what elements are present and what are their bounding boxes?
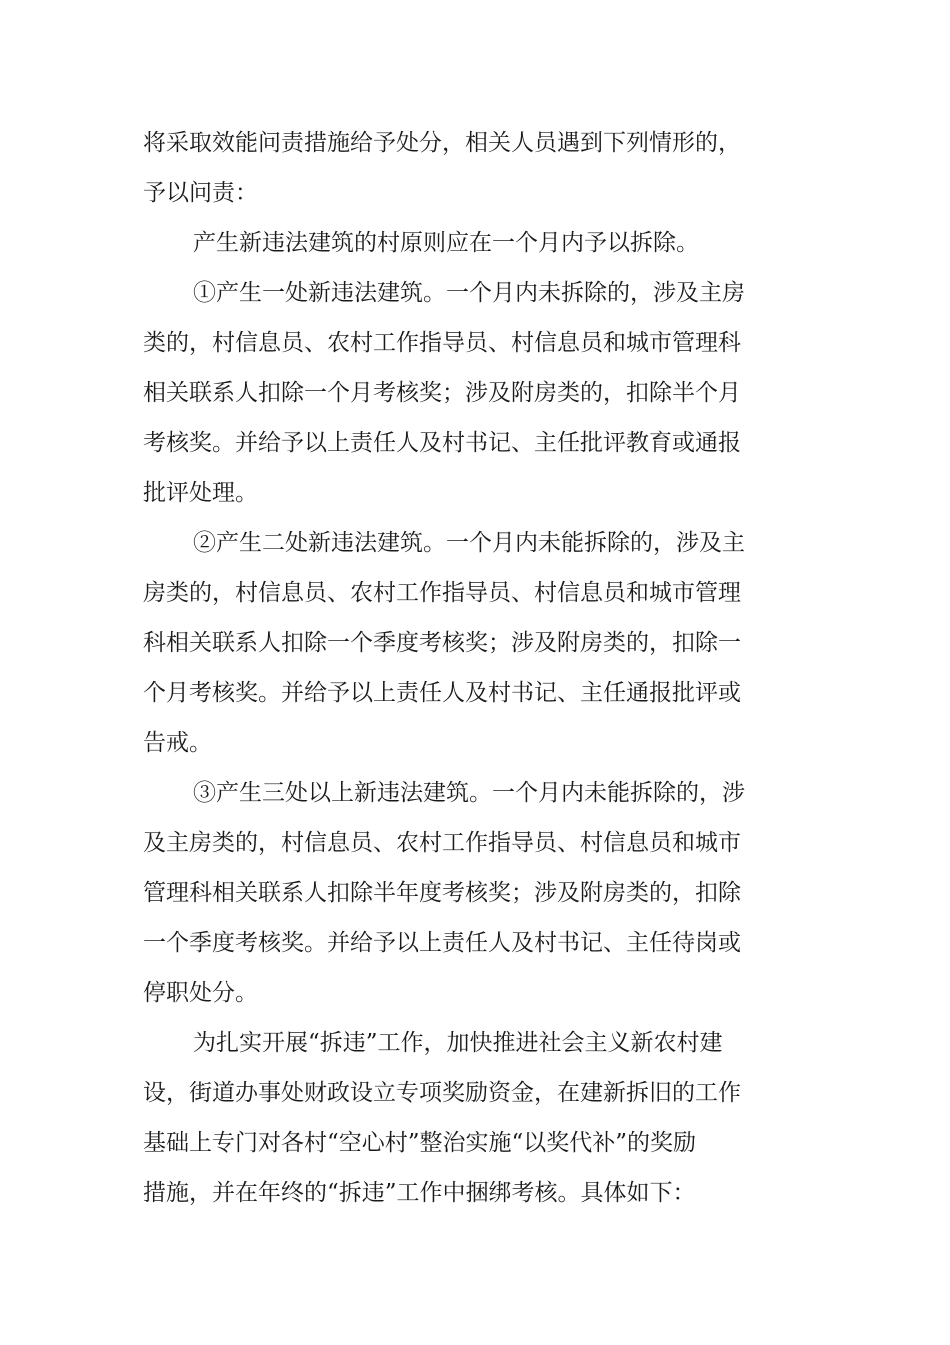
paragraph-line: 告戒。 [143,730,212,756]
paragraph-line: 予以问责： [143,180,258,206]
paragraph-line: 措施，并在年终的“拆违”工作中捆绑考核。具体如下： [143,1180,696,1206]
paragraph-line: 相关联系人扣除一个月考核奖；涉及附房类的，扣除半个月 [143,380,741,406]
paragraph-line: ①产生一处新违法建筑。一个月内未拆除的，涉及主房 [193,280,745,306]
paragraph-line: ②产生二处新违法建筑。一个月内未能拆除的，涉及主 [193,530,745,556]
paragraph-line: 类的，村信息员、农村工作指导员、村信息员和城市管理科 [143,330,741,356]
paragraph-line: 一个季度考核奖。并给予以上责任人及村书记、主任待岗或 [143,930,741,956]
paragraph-line: 设，街道办事处财政设立专项奖励资金，在建新拆旧的工作 [143,1080,741,1106]
paragraph-line: 产生新违法建筑的村原则应在一个月内予以拆除。 [193,230,699,256]
paragraph-line: 停职处分。 [143,980,258,1006]
paragraph-line: 管理科相关联系人扣除半年度考核奖；涉及附房类的，扣除 [143,880,741,906]
paragraph-line: 考核奖。并给予以上责任人及村书记、主任批评教育或通报 [143,430,741,456]
paragraph-line: 将采取效能问责措施给予处分，相关人员遇到下列情形的， [143,130,741,156]
paragraph-line: 及主房类的，村信息员、农村工作指导员、村信息员和城市 [143,830,741,856]
paragraph-line: ③产生三处以上新违法建筑。一个月内未能拆除的，涉 [193,780,745,806]
paragraph-line: 个月考核奖。并给予以上责任人及村书记、主任通报批评或 [143,680,741,706]
paragraph-line: 基础上专门对各村“空心村”整治实施“以奖代补”的奖励 [143,1130,697,1156]
document-body [143,118,743,1218]
paragraph-line: 房类的，村信息员、农村工作指导员、村信息员和城市管理 [143,580,741,606]
paragraph-line: 为扎实开展“拆违”工作，加快推进社会主义新农村建 [193,1030,723,1056]
paragraph-line: 批评处理。 [143,480,258,506]
paragraph-line: 科相关联系人扣除一个季度考核奖；涉及附房类的，扣除一 [143,630,741,656]
